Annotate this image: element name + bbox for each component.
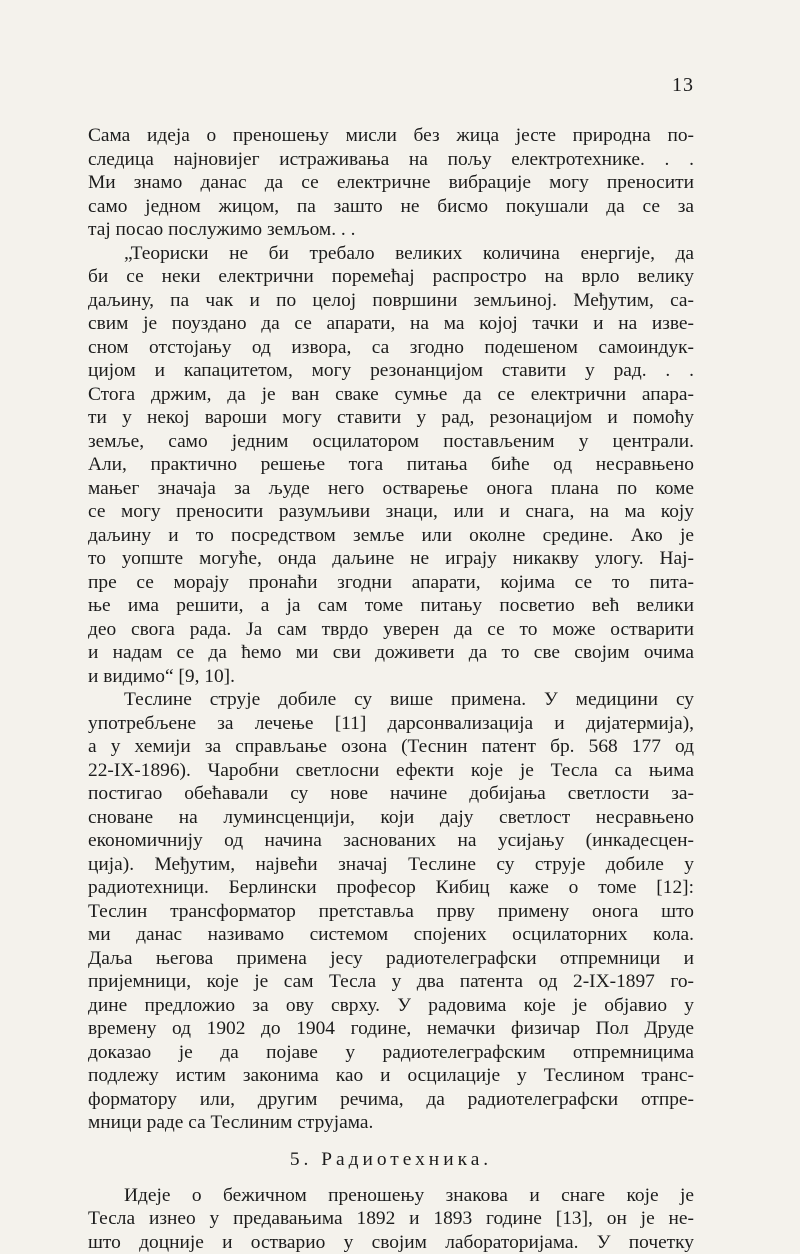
- text-line: Теслине струје добиле су више примена. У медицини су: [88, 688, 694, 712]
- text-line: радиотехници. Берлински професор Кибиц каже о томе [12]:: [88, 876, 694, 900]
- text-line: свим је поуздано да се апарати, на ма којој тачки и на изве-: [88, 312, 694, 336]
- text-line: ми данас називамо системом спојених осцилаторних кола.: [88, 923, 694, 947]
- text-line: „Теориски не би требало великих количина енергије, да: [88, 242, 694, 266]
- text-line: ти у некој вароши могу ставити у рад, резонацијом и помоћу: [88, 406, 694, 430]
- text-line: део свога рада. Ја сам тврдо уверен да се то може остварити: [88, 618, 694, 642]
- text-line: даљину и то посредством земље или околне средине. Ако је: [88, 524, 694, 548]
- text-line: подлежу истим законима као и осцилације у Теслином транс-: [88, 1064, 694, 1088]
- text-line: следица најновијег истраживања на пољу електротехнике. . .: [88, 148, 694, 172]
- text-line: пријемници, које је сам Тесла у два патента од 2-IX-1897 го-: [88, 970, 694, 994]
- text-line: земље, само једним осцилатором постављеним у централи.: [88, 430, 694, 454]
- page-number: 13: [672, 74, 694, 97]
- text-line: то уопште могуће, онда даљине не играју никакву улогу. Нај-: [88, 547, 694, 571]
- text-line: цијом и капацитетом, могу резонанцијом ставити у рад. . .: [88, 359, 694, 383]
- text-line: пре се морају пронаћи згодни апарати, којима се то пита-: [88, 571, 694, 595]
- text-line: и видимо“ [9, 10].: [88, 665, 694, 689]
- page-body: [88, 124, 694, 1254]
- text-line: Теслин трансформатор претставља прву примену онога што: [88, 900, 694, 924]
- text-line: а у хемији за справљање озона (Теснин патент бр. 568 177 од: [88, 735, 694, 759]
- text-line: Ми знамо данас да се електричне вибрације могу преносити: [88, 171, 694, 195]
- text-line: што доцније и остварио у својим лабораторијама. У почетку: [88, 1231, 694, 1254]
- text-line: Стога држим, да је ван сваке сумње да се електрични апара-: [88, 383, 694, 407]
- text-line: сном отстојању од извора, са згодно подешеном самоиндук-: [88, 336, 694, 360]
- text-line: Даља његова примена јесу радиотелеграфски отпремници и: [88, 947, 694, 971]
- text-line: мници раде са Теслиним струјама.: [88, 1111, 694, 1135]
- text-line: тај посао послужимо земљом. . .: [88, 218, 694, 242]
- text-line: ција). Међутим, највећи значај Теслине су струје добиле у: [88, 853, 694, 877]
- text-line: доказао је да појаве у радиотелеграфским отпремницима: [88, 1041, 694, 1065]
- section-heading: 5. Радиотехника.: [88, 1148, 694, 1172]
- text-line: сноване на луминсценцији, који дају светлост несравњено: [88, 806, 694, 830]
- text-line: времену од 1902 до 1904 године, немачки физичар Пол Друде: [88, 1017, 694, 1041]
- text-line: форматору или, другим речима, да радиотелеграфски отпре-: [88, 1088, 694, 1112]
- paragraph-tesla-currents: [88, 688, 694, 1135]
- text-line: се могу преносити разумљиви знаци, или и снага, на ма коју: [88, 500, 694, 524]
- text-line: 22-IX-1896). Чаробни светлосни ефекти које је Тесла са њима: [88, 759, 694, 783]
- text-line: постигао обећавали су нове начине добијања светлости за-: [88, 782, 694, 806]
- text-line: ње има решити, а ја сам томе питању посветио већ велики: [88, 594, 694, 618]
- paragraph-wireless-thought: [88, 124, 694, 242]
- text-line: мањег значаја за људе него остварење онога плана по коме: [88, 477, 694, 501]
- text-line: само једном жицом, па зашто не бисмо покушали да се за: [88, 195, 694, 219]
- text-line: економичнију од начина заснованих на усијању (инкадесцен-: [88, 829, 694, 853]
- paragraph-tesla-quote: [88, 242, 694, 689]
- text-line: и надам се да ћемо ми сви доживети да то све својим очима: [88, 641, 694, 665]
- text-line: Тесла изнео у предавањима 1892 и 1893 године [13], он је не-: [88, 1207, 694, 1231]
- text-line: даљину, па чак и по целој површини земљиној. Међутим, са-: [88, 289, 694, 313]
- text-line: Али, практично решење тога питања биће од несравњено: [88, 453, 694, 477]
- text-line: дине предложио за ову сврху. У радовима које је објавио у: [88, 994, 694, 1018]
- text-line: Сама идеја о преношењу мисли без жица јесте природна по-: [88, 124, 694, 148]
- paragraph-radiotechnics: [88, 1184, 694, 1254]
- text-line: Идеје о бежичном преношењу знакова и снаге које је: [88, 1184, 694, 1208]
- text-line: употребљене за лечење [11] дарсонвализација и дијатермија),: [88, 712, 694, 736]
- text-line: би се неки електрични поремећај распростро на врло велику: [88, 265, 694, 289]
